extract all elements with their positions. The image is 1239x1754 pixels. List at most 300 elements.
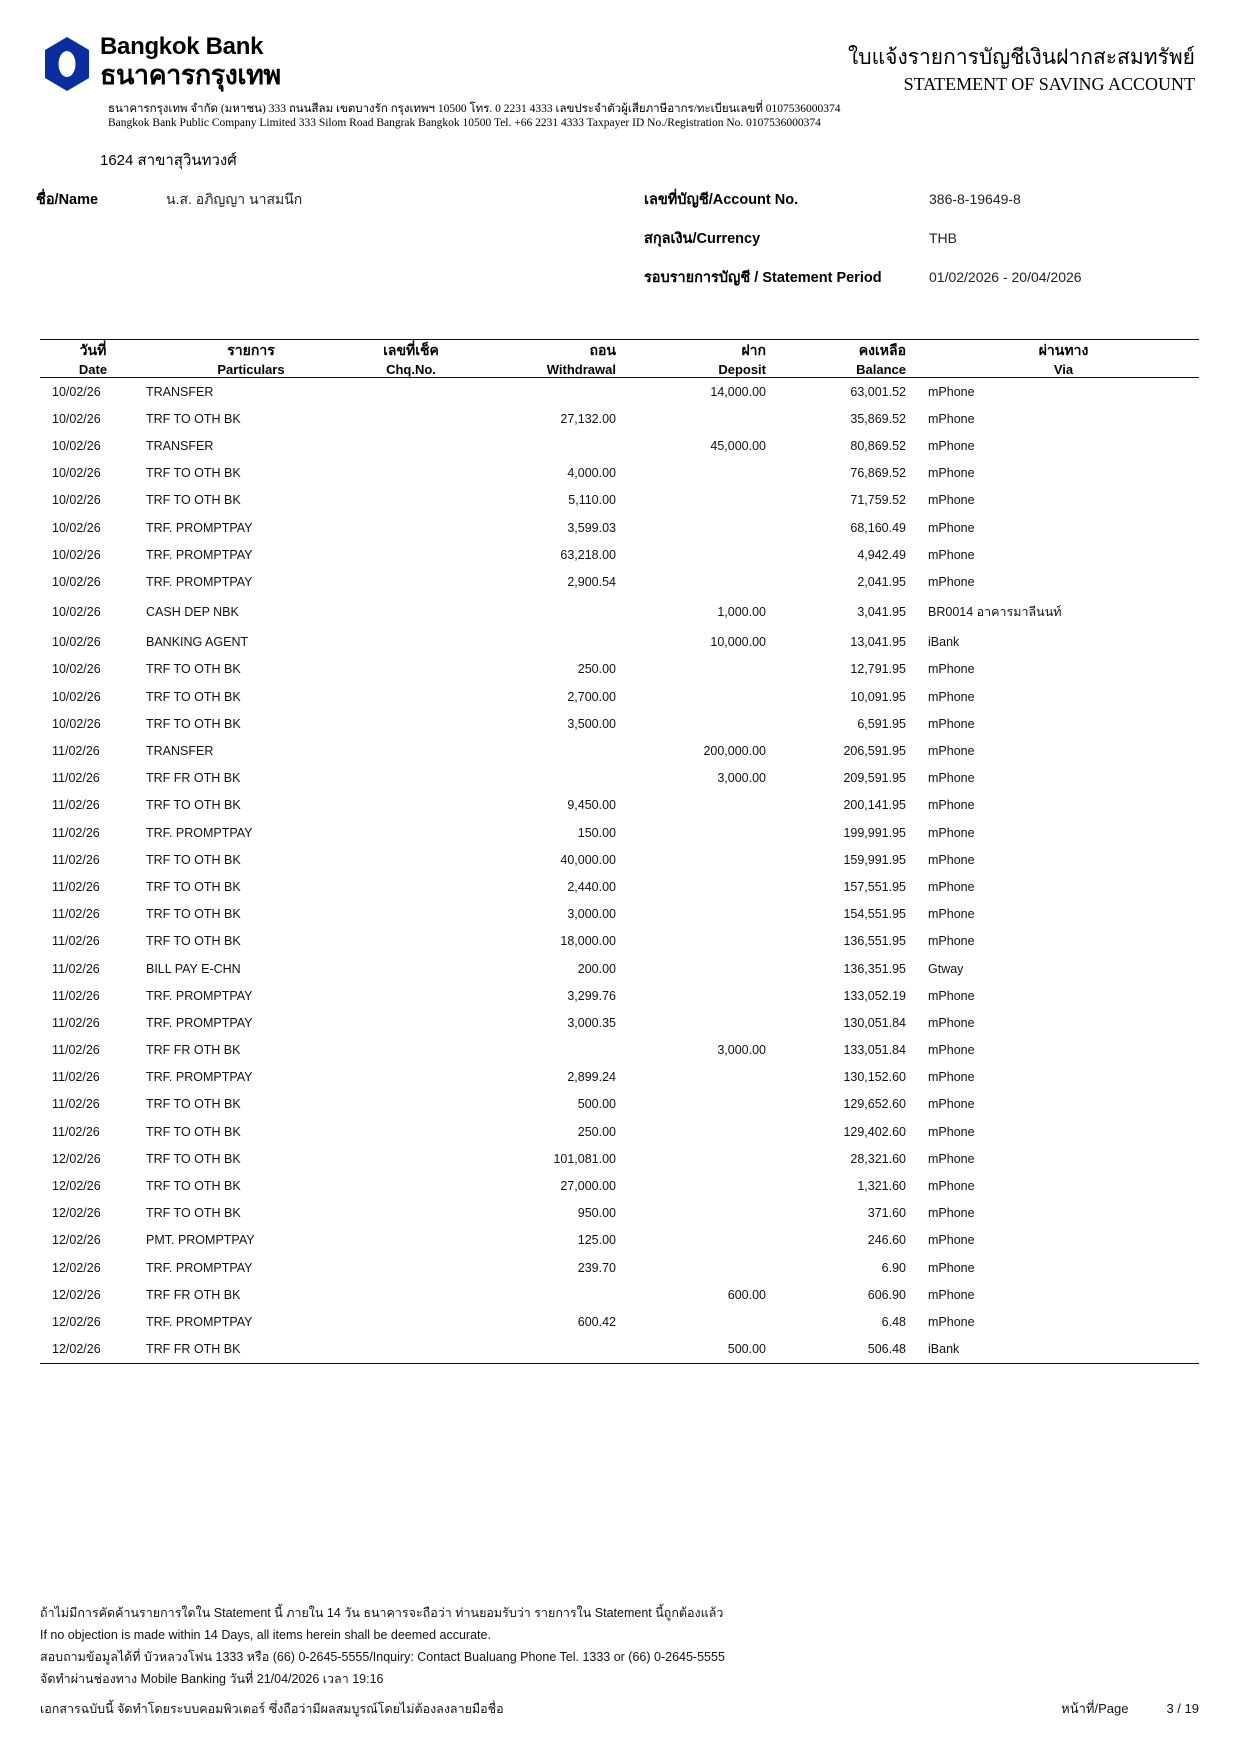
cell-withdrawal: 27,132.00 <box>560 411 616 426</box>
cell-balance: 606.90 <box>867 1287 906 1302</box>
footer-bottom <box>40 1698 1199 1720</box>
cell-deposit: 500.00 <box>727 1342 766 1357</box>
cell-particulars: TRF. PROMPTPAY <box>146 520 253 535</box>
table-row <box>40 928 1199 955</box>
table-row <box>40 1281 1199 1308</box>
cell-via: mPhone <box>928 574 975 589</box>
cell-deposit <box>616 405 766 432</box>
cell-date: 10/02/26 <box>52 547 101 562</box>
cell-balance: 4,942.49 <box>857 547 906 562</box>
cell-deposit <box>616 955 766 982</box>
cell-withdrawal: 2,700.00 <box>567 689 616 704</box>
cell-chq <box>356 1118 466 1145</box>
cell-particulars: TRANSFER <box>146 438 214 453</box>
cell-withdrawal: 5,110.00 <box>568 493 616 508</box>
cell-date: 10/02/26 <box>52 574 101 589</box>
account-name-label: ชื่อ/Name <box>36 192 99 208</box>
table-head <box>40 340 1199 378</box>
cell-date: 11/02/26 <box>52 1097 100 1112</box>
branch-line: 1624 สาขาสุวินทวงศ์ <box>100 152 237 169</box>
table-row <box>40 432 1199 459</box>
table-row <box>40 405 1199 432</box>
cell-particulars: TRF TO OTH BK <box>146 879 241 894</box>
cell-particulars: TRF TO OTH BK <box>146 852 241 867</box>
table-row <box>40 846 1199 873</box>
cell-chq <box>356 873 466 900</box>
cell-withdrawal: 950.00 <box>577 1206 616 1221</box>
cell-chq <box>356 1172 466 1199</box>
cell-date: 11/02/26 <box>52 1043 100 1058</box>
account-name-row <box>36 188 636 211</box>
cell-withdrawal <box>466 629 616 656</box>
cell-balance: 133,051.84 <box>843 1043 906 1058</box>
cell-via: mPhone <box>928 438 975 453</box>
cell-withdrawal: 2,899.24 <box>567 1070 616 1085</box>
document-title-th: ใบแจ้งรายการบัญชีเงินฝากสะสมทรัพย์ <box>848 46 1195 69</box>
cell-balance: 80,869.52 <box>850 438 906 453</box>
cell-balance: 133,052.19 <box>843 988 906 1003</box>
cell-chq <box>356 928 466 955</box>
cell-balance: 136,351.95 <box>843 961 906 976</box>
cell-via: iBank <box>928 635 960 650</box>
account-info <box>0 172 1239 305</box>
header-chq-th: เลขที่เช็ค <box>383 342 439 358</box>
bank-name-th: ธนาคารกรุงเทพ <box>100 60 281 90</box>
footer-note-en: If no objection is made within 14 Days, all items herein shall be deemed accurate. <box>40 1628 491 1642</box>
table-row <box>40 1091 1199 1118</box>
cell-balance: 71,759.52 <box>850 493 906 508</box>
cell-deposit <box>616 487 766 514</box>
cell-particulars: CASH DEP NBK <box>146 605 239 620</box>
account-number-row <box>644 188 1195 211</box>
cell-date: 11/02/26 <box>52 934 100 949</box>
cell-balance: 6.90 <box>881 1260 906 1275</box>
cell-withdrawal: 250.00 <box>577 662 616 677</box>
cell-chq <box>356 1091 466 1118</box>
cell-particulars: TRF TO OTH BK <box>146 466 241 481</box>
cell-deposit <box>616 1064 766 1091</box>
cell-date: 11/02/26 <box>52 852 100 867</box>
table-row <box>40 596 1199 629</box>
cell-particulars: TRF FR OTH BK <box>146 1043 241 1058</box>
cell-chq <box>356 514 466 541</box>
table-row <box>40 514 1199 541</box>
cell-particulars: PMT. PROMPTPAY <box>146 1233 255 1248</box>
cell-via: mPhone <box>928 1260 975 1275</box>
header-via-en: Via <box>906 362 1199 378</box>
cell-particulars: TRF TO OTH BK <box>146 689 241 704</box>
table-row <box>40 1308 1199 1335</box>
cell-balance: 200,141.95 <box>843 798 906 813</box>
cell-balance: 154,551.95 <box>843 907 906 922</box>
account-number-label: เลขที่บัญชี/Account No. <box>644 192 799 208</box>
cell-particulars: TRF TO OTH BK <box>146 493 241 508</box>
cell-date: 11/02/26 <box>52 1015 100 1030</box>
cell-withdrawal <box>466 737 616 764</box>
statement-period-row <box>644 266 1195 289</box>
cell-withdrawal: 125.00 <box>577 1233 616 1248</box>
cell-chq <box>356 737 466 764</box>
cell-balance: 371.60 <box>867 1206 906 1221</box>
statement-period-value: 01/02/2026 - 20/04/2026 <box>929 269 1082 285</box>
transactions-table <box>40 340 1199 1363</box>
cell-date: 11/02/26 <box>52 879 100 894</box>
table-row <box>40 1200 1199 1227</box>
cell-balance: 63,001.52 <box>850 384 906 399</box>
cell-chq <box>356 1064 466 1091</box>
cell-withdrawal: 3,500.00 <box>567 716 616 731</box>
cell-date: 12/02/26 <box>52 1314 101 1329</box>
cell-date: 12/02/26 <box>52 1260 101 1275</box>
cell-via: mPhone <box>928 1151 975 1166</box>
header-date-en: Date <box>40 362 134 378</box>
cell-particulars: TRF TO OTH BK <box>146 1097 241 1112</box>
cell-date: 10/02/26 <box>52 520 101 535</box>
cell-deposit: 45,000.00 <box>710 438 766 453</box>
cell-via: mPhone <box>928 1097 975 1112</box>
cell-withdrawal: 27,000.00 <box>560 1179 616 1194</box>
cell-deposit <box>616 1308 766 1335</box>
cell-via: mPhone <box>928 1015 975 1030</box>
cell-chq <box>356 1336 466 1363</box>
cell-balance: 35,869.52 <box>850 411 906 426</box>
table-row <box>40 1009 1199 1036</box>
cell-deposit <box>616 1145 766 1172</box>
cell-particulars: TRF. PROMPTPAY <box>146 1070 253 1085</box>
cell-particulars: TRF TO OTH BK <box>146 1206 241 1221</box>
cell-withdrawal: 250.00 <box>577 1124 616 1139</box>
cell-chq <box>356 460 466 487</box>
cell-particulars: TRANSFER <box>146 384 214 399</box>
cell-via: mPhone <box>928 879 975 894</box>
cell-via: iBank <box>928 1342 960 1357</box>
header-deposit-en: Deposit <box>616 362 766 378</box>
cell-via: mPhone <box>928 384 975 399</box>
cell-chq <box>356 683 466 710</box>
cell-chq <box>356 1308 466 1335</box>
table-row <box>40 901 1199 928</box>
cell-deposit <box>616 928 766 955</box>
cell-withdrawal: 18,000.00 <box>560 934 616 949</box>
table-row <box>40 819 1199 846</box>
cell-date: 12/02/26 <box>52 1233 101 1248</box>
account-number-value: 386-8-19649-8 <box>929 191 1021 207</box>
cell-via: mPhone <box>928 662 975 677</box>
cell-via: mPhone <box>928 520 975 535</box>
cell-particulars: TRF. PROMPTPAY <box>146 1260 253 1275</box>
cell-date: 12/02/26 <box>52 1287 101 1302</box>
cell-withdrawal: 150.00 <box>577 825 616 840</box>
cell-deposit: 1,000.00 <box>717 605 766 620</box>
cell-chq <box>356 629 466 656</box>
account-name-value: น.ส. อภิญญา นาสมนึก <box>166 191 303 207</box>
cell-deposit <box>616 1254 766 1281</box>
cell-balance: 2,041.95 <box>857 574 906 589</box>
cell-deposit <box>616 819 766 846</box>
cell-via: mPhone <box>928 1179 975 1194</box>
cell-deposit <box>616 982 766 1009</box>
cell-withdrawal <box>466 378 616 406</box>
cell-deposit <box>616 541 766 568</box>
cell-via: mPhone <box>928 907 975 922</box>
cell-via: mPhone <box>928 744 975 759</box>
cell-deposit <box>616 683 766 710</box>
cell-balance: 1,321.60 <box>857 1179 906 1194</box>
footer-note-th: ถ้าไม่มีการคัดค้านรายการใดใน Statement นี้ ภายใน 14 วัน ธนาคารจะถือว่า ท่านยอมรับว่า รายการใน Statement นี้ถูกต้องแล้ว <box>40 1606 724 1620</box>
bank-brand <box>44 34 281 92</box>
cell-withdrawal <box>466 1336 616 1363</box>
cell-balance: 130,051.84 <box>843 1015 906 1030</box>
cell-withdrawal: 9,450.00 <box>567 798 616 813</box>
table-row <box>40 1037 1199 1064</box>
cell-particulars: TRF FR OTH BK <box>146 1342 241 1357</box>
table-row <box>40 656 1199 683</box>
cell-deposit: 10,000.00 <box>710 635 766 650</box>
cell-date: 10/02/26 <box>52 466 101 481</box>
cell-date: 10/02/26 <box>52 716 101 731</box>
cell-chq <box>356 1037 466 1064</box>
bank-legal-th: ธนาคารกรุงเทพ จำกัด (มหาชน) 333 ถนนสีลม เขตบางรัก กรุงเทพฯ 10500 โทร. 0 2231 4333 เลขประจำตัวผู้เสียภาษีอากร/ทะเบียนเลขที่ 0107536000374 <box>108 103 841 115</box>
table-row <box>40 792 1199 819</box>
cell-via: mPhone <box>928 852 975 867</box>
cell-particulars: TRF TO OTH BK <box>146 411 241 426</box>
table-row <box>40 1227 1199 1254</box>
cell-particulars: TRF. PROMPTPAY <box>146 825 253 840</box>
cell-balance: 12,791.95 <box>850 662 906 677</box>
cell-balance: 129,652.60 <box>843 1097 906 1112</box>
page-header <box>0 0 1239 96</box>
cell-date: 11/02/26 <box>52 961 100 976</box>
cell-withdrawal: 3,000.35 <box>567 1015 616 1030</box>
page-footer <box>0 1602 1239 1720</box>
cell-deposit <box>616 901 766 928</box>
cell-balance: 506.48 <box>867 1342 906 1357</box>
cell-withdrawal: 40,000.00 <box>560 852 616 867</box>
cell-date: 12/02/26 <box>52 1179 101 1194</box>
cell-particulars: TRF. PROMPTPAY <box>146 1015 253 1030</box>
currency-value: THB <box>929 230 957 246</box>
cell-date: 11/02/26 <box>52 744 100 759</box>
cell-chq <box>356 1281 466 1308</box>
header-row-th <box>40 340 1199 362</box>
bank-legal-info <box>0 96 1239 130</box>
cell-deposit <box>616 1091 766 1118</box>
cell-via: BR0014 อาคารมาลีนนท์ <box>928 605 1062 620</box>
cell-balance: 129,402.60 <box>843 1124 906 1139</box>
table-row <box>40 1172 1199 1199</box>
cell-particulars: TRF TO OTH BK <box>146 1124 241 1139</box>
cell-deposit <box>616 1009 766 1036</box>
cell-chq <box>356 901 466 928</box>
cell-via: mPhone <box>928 934 975 949</box>
cell-withdrawal: 500.00 <box>577 1097 616 1112</box>
cell-chq <box>356 1227 466 1254</box>
table-row <box>40 568 1199 595</box>
cell-withdrawal <box>466 432 616 459</box>
cell-via: mPhone <box>928 689 975 704</box>
cell-via: mPhone <box>928 1206 975 1221</box>
cell-deposit <box>616 1227 766 1254</box>
cell-deposit: 14,000.00 <box>710 384 766 399</box>
cell-particulars: TRF TO OTH BK <box>146 934 241 949</box>
header-balance-en: Balance <box>766 362 906 378</box>
cell-via: mPhone <box>928 825 975 840</box>
header-row-en <box>40 362 1199 378</box>
cell-balance: 10,091.95 <box>850 689 906 704</box>
cell-withdrawal: 3,000.00 <box>567 907 616 922</box>
cell-balance: 68,160.49 <box>850 520 906 535</box>
cell-date: 12/02/26 <box>52 1342 101 1357</box>
cell-particulars: TRF FR OTH BK <box>146 1287 241 1302</box>
cell-via: mPhone <box>928 798 975 813</box>
cell-chq <box>356 487 466 514</box>
cell-withdrawal: 4,000.00 <box>567 466 616 481</box>
cell-deposit: 3,000.00 <box>717 1043 766 1058</box>
cell-deposit <box>616 792 766 819</box>
cell-via: Gtway <box>928 961 964 976</box>
cell-via: mPhone <box>928 1233 975 1248</box>
cell-balance: 199,991.95 <box>843 825 906 840</box>
cell-via: mPhone <box>928 1287 975 1302</box>
cell-via: mPhone <box>928 1314 975 1329</box>
cell-balance: 246.60 <box>867 1233 906 1248</box>
cell-via: mPhone <box>928 1043 975 1058</box>
cell-chq <box>356 1145 466 1172</box>
cell-deposit <box>616 846 766 873</box>
table-body <box>40 378 1199 1363</box>
cell-balance: 159,991.95 <box>843 852 906 867</box>
cell-chq <box>356 1254 466 1281</box>
table-row <box>40 460 1199 487</box>
cell-withdrawal: 239.70 <box>577 1260 616 1275</box>
cell-deposit <box>616 656 766 683</box>
table-row <box>40 629 1199 656</box>
document-titles <box>848 34 1195 96</box>
cell-date: 11/02/26 <box>52 771 100 786</box>
cell-particulars: TRF TO OTH BK <box>146 662 241 677</box>
cell-deposit: 600.00 <box>727 1287 766 1302</box>
bank-legal-en: Bangkok Bank Public Company Limited 333 Silom Road Bangrak Bangkok 10500 Tel. +66 2231 4333 Taxpayer ID No./Registration No. 0107536000374 <box>108 117 821 129</box>
cell-particulars: TRF FR OTH BK <box>146 771 241 786</box>
cell-chq <box>356 656 466 683</box>
cell-date: 11/02/26 <box>52 798 100 813</box>
cell-withdrawal: 200.00 <box>577 961 616 976</box>
table-row <box>40 955 1199 982</box>
header-particulars-th: รายการ <box>227 342 275 358</box>
cell-particulars: TRF TO OTH BK <box>146 798 241 813</box>
cell-particulars: TRF TO OTH BK <box>146 716 241 731</box>
table-row <box>40 1336 1199 1363</box>
header-withdrawal-en: Withdrawal <box>466 362 616 378</box>
cell-particulars: TRF. PROMPTPAY <box>146 1314 253 1329</box>
currency-label: สกุลเงิน/Currency <box>644 231 761 247</box>
table-row <box>40 541 1199 568</box>
cell-via: mPhone <box>928 1070 975 1085</box>
cell-date: 10/02/26 <box>52 384 101 399</box>
cell-balance: 13,041.95 <box>850 635 906 650</box>
table-bottom-rule <box>40 1363 1199 1364</box>
cell-deposit: 200,000.00 <box>703 744 766 759</box>
table-row <box>40 1145 1199 1172</box>
cell-chq <box>356 710 466 737</box>
cell-withdrawal <box>466 765 616 792</box>
cell-withdrawal <box>466 1037 616 1064</box>
cell-chq <box>356 846 466 873</box>
cell-chq <box>356 541 466 568</box>
cell-particulars: TRANSFER <box>146 744 214 759</box>
header-via-th: ผ่านทาง <box>1038 342 1089 358</box>
cell-chq <box>356 378 466 406</box>
cell-withdrawal: 600.42 <box>577 1314 616 1329</box>
cell-chq <box>356 1200 466 1227</box>
cell-particulars: TRF. PROMPTPAY <box>146 547 253 562</box>
page-number: 3 / 19 <box>1166 1701 1199 1716</box>
cell-deposit: 3,000.00 <box>717 771 766 786</box>
document-title-en: STATEMENT OF SAVING ACCOUNT <box>903 74 1195 94</box>
cell-deposit <box>616 710 766 737</box>
page-label: หน้าที่/Page <box>1061 1701 1129 1716</box>
cell-date: 11/02/26 <box>52 1070 100 1085</box>
table-row <box>40 1064 1199 1091</box>
cell-via: mPhone <box>928 493 975 508</box>
cell-balance: 28,321.60 <box>850 1151 906 1166</box>
cell-withdrawal: 3,599.03 <box>567 520 616 535</box>
statement-period-label: รอบรายการบัญชี / Statement Period <box>644 270 882 286</box>
cell-chq <box>356 568 466 595</box>
table-row <box>40 1254 1199 1281</box>
cell-balance: 6,591.95 <box>857 716 906 731</box>
cell-chq <box>356 432 466 459</box>
cell-deposit <box>616 1172 766 1199</box>
cell-withdrawal: 2,900.54 <box>567 574 616 589</box>
cell-via: mPhone <box>928 466 975 481</box>
cell-chq <box>356 1009 466 1036</box>
cell-deposit <box>616 568 766 595</box>
cell-via: mPhone <box>928 716 975 731</box>
cell-deposit <box>616 514 766 541</box>
cell-date: 10/02/26 <box>52 411 101 426</box>
header-deposit-th: ฝาก <box>741 342 766 358</box>
cell-chq <box>356 405 466 432</box>
cell-withdrawal <box>466 596 616 629</box>
table-row <box>40 873 1199 900</box>
bank-name-en: Bangkok Bank <box>100 33 264 60</box>
bangkok-bank-logo-icon <box>44 36 90 92</box>
cell-balance: 3,041.95 <box>857 605 906 620</box>
cell-via: mPhone <box>928 988 975 1003</box>
header-particulars-en: Particulars <box>134 362 356 378</box>
cell-deposit <box>616 460 766 487</box>
cell-balance: 157,551.95 <box>843 879 906 894</box>
table-row <box>40 737 1199 764</box>
cell-particulars: TRF. PROMPTPAY <box>146 574 253 589</box>
cell-particulars: TRF. PROMPTPAY <box>146 988 253 1003</box>
header-balance-th: คงเหลือ <box>858 342 906 358</box>
header-date-th: วันที่ <box>79 342 107 358</box>
cell-particulars: TRF TO OTH BK <box>146 907 241 922</box>
cell-chq <box>356 792 466 819</box>
footer-channel: จัดทำผ่านช่องทาง Mobile Banking วันที่ 21/04/2026 เวลา 19:16 <box>40 1672 384 1686</box>
page-indicator <box>1061 1698 1199 1719</box>
cell-date: 10/02/26 <box>52 605 101 620</box>
cell-particulars: BILL PAY E-CHN <box>146 961 241 976</box>
cell-date: 10/02/26 <box>52 493 101 508</box>
cell-deposit <box>616 1200 766 1227</box>
cell-balance: 206,591.95 <box>843 744 906 759</box>
cell-withdrawal: 3,299.76 <box>567 988 616 1003</box>
cell-via: mPhone <box>928 411 975 426</box>
header-withdrawal-th: ถอน <box>589 342 616 358</box>
